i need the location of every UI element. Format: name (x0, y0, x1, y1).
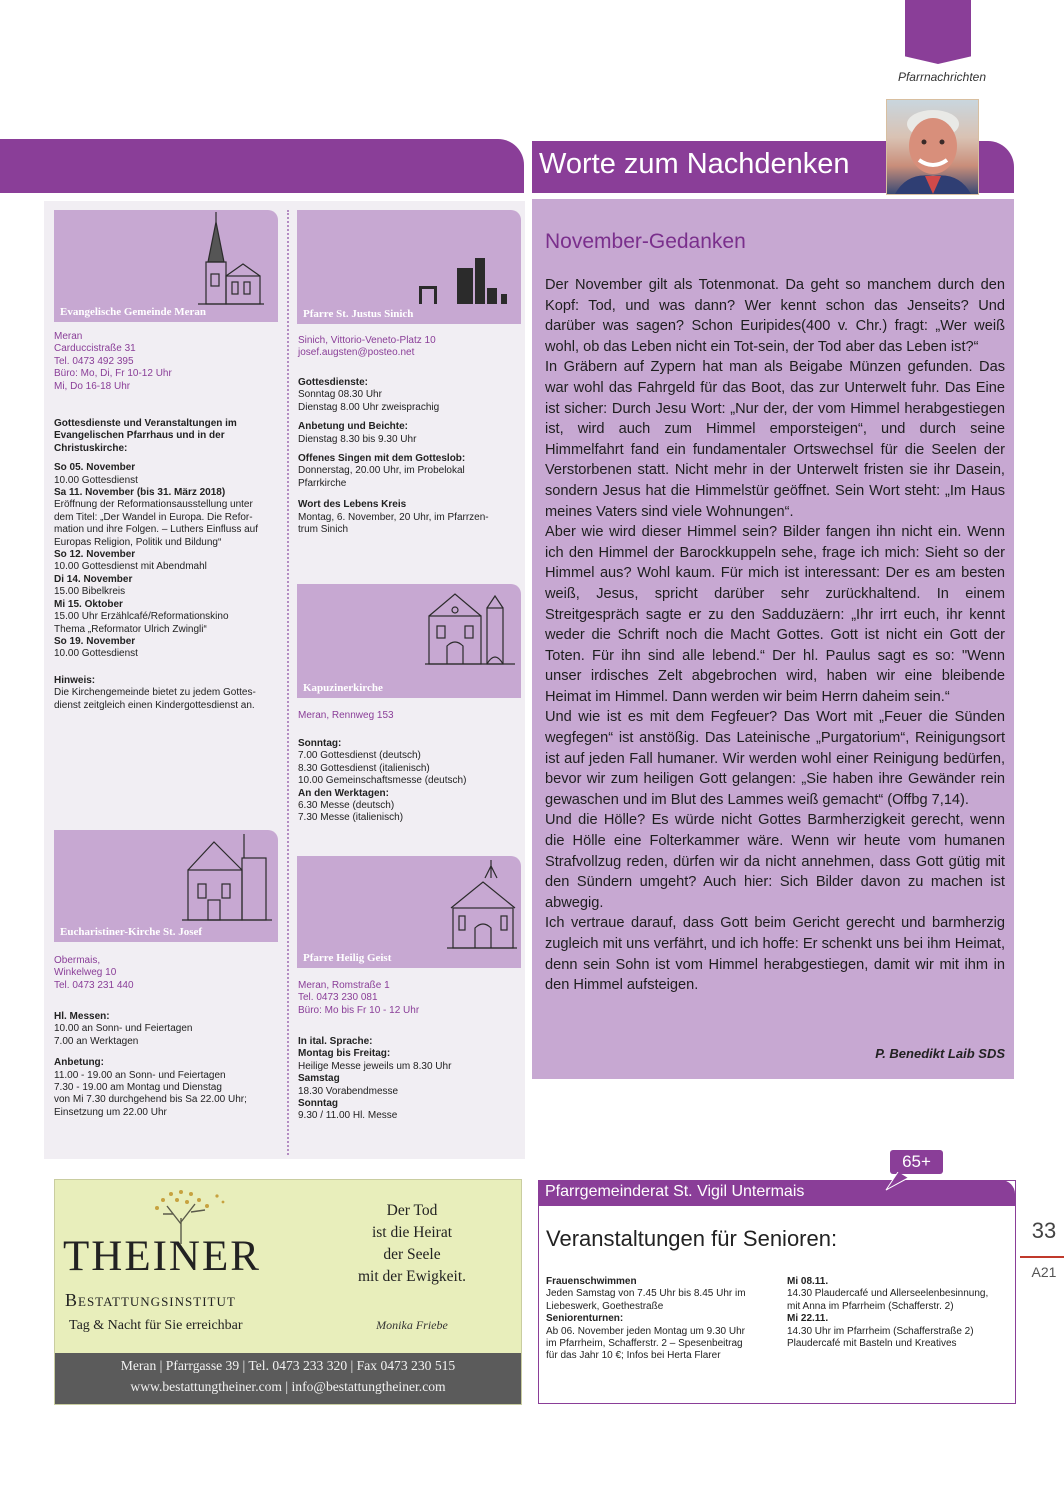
church-drawing-icon (447, 858, 517, 952)
card-title: Pfarre Heilig Geist (303, 952, 392, 964)
card-title: Kapuzinerkirche (303, 682, 383, 694)
ad-contact-line2: www.bestattungtheiner.com | info@bestattungtheiner.com (130, 1379, 446, 1394)
church-drawing-icon (182, 834, 272, 926)
kapuz-times: Sonntag: 7.00 Gottesdienst (deutsch) 8.30 Gottesdienst (italienisch) 10.00 Gemeinschaftsmesse (deutsch) An den Werktagen: 6.30 Messe (deutsch) 7.30 Messe (italienisch) (298, 738, 467, 824)
card-eucharistiner-kirche (54, 830, 278, 942)
geist-contact: Meran, Romstraße 1 Tel. 0473 230 081 Büro: Mo bis Fr 10 - 12 Uhr (298, 980, 420, 1016)
ad-contact-bar (55, 1353, 521, 1404)
card-pfarre-heilig-geist (297, 856, 521, 968)
theiner-ad (54, 1179, 522, 1405)
ad-quote: Der Tod ist die Heirat der Seele mit der Ewigkeit. (357, 1202, 467, 1285)
column-divider (287, 210, 289, 1155)
card-kapuzinerkirche (297, 584, 521, 698)
section-label: Pfarrnachrichten (897, 70, 986, 84)
ad-quote-author: Monika Friebe (376, 1318, 448, 1332)
page-number: 33 (1031, 1218, 1057, 1243)
justus-contact: Sinich, Vittorio-Veneto-Platz 10 josef.augsten@posteo.net (298, 335, 436, 359)
church-drawing-icon (194, 212, 264, 306)
ad-subtitle: Bestattungsinstitut (65, 1290, 236, 1310)
ad-contact-line1: Meran | Pfarrgasse 39 | Tel. 0473 233 320 | Fax 0473 230 515 (120, 1358, 456, 1373)
card-st-justus-sinich (297, 210, 521, 324)
top-tab (905, 0, 971, 64)
article-body: Der November gilt als Totenmonat. Da geht so manchem durch den Kopf: Tod, und was dann? Wer kennt schon das Jenseits? Und darüber was sagen? Schon Euripides(400 v. Chr.) fragt: „Wer weiß wohl, ob das Leben nicht ein Tot-sein, der Tod aber das Leben ist?“ In Gräbern auf Zypern hat man als Beigabe Münzen gefunden. Das war wohl das Fahrgeld für das Boot, das zur Unterwelt fuhr. Das Eine ist sicher: Durch Jesu Wort: „Nur der, der vom Himmel herabgestiegen ist, wird auch zum Himmel emporsteigen“, und durch seine Himmelfahrt fand ein fundamentaler Ortswechsel für die Seelen der Verstorbenen statt. Nicht mehr in der Unterwelt fristen sie ihr Dasein, sondern Jesus hat die Himmelstür geöffnet. Sein Wort steht: „Im Haus meines Vaters sind viele Wohnungen“. Aber wie wird dieser Himmel sein? Bilder fangen ihn nicht ein. Wenn ich den Himmel der Barockkuppeln sehe, frage ich mich: Sieht so der Himmel aus? Wohl kaum. Für mich ist interessant: Der es am besten weiß, Jesus, spricht darüber sehr zurückhaltend. In einem Streitgespräch sagte er zu den Sadduzäern: „Ihr irrt euch, ihr kennt weder die Schrift noch die Macht Gottes. Gott ist nicht ein Gott der Toten. Für ihn sind alle lebend.“ Der hl. Paulus sagt es so: "Wenn unser irdisches Zelt abgebrochen wird, haben wir eine bleibende Heimat im Himmel. Dann werden wir beim Herrn daheim sein.“ Und wie ist es mit dem Fegfeuer? Das Wort mit „Feuer die Sünden wegfegen“ ist anstößig. Das Lateinische „Purgatorium“, Reinigungsort ist auf jeden Fall humaner. Wir werden wohl einer Reinigung bedürfen, bevor wir zum heiligen Gott gelangen: „Sie haben ihre Gewänder rein gewaschen und im Blut des Lammes weiß gemacht“ (Offbg 7,14). Und die Hölle? Es würde nicht Gottes Barmherzigkeit gerecht, wenn die Hölle eine Folterkammer wäre. Wenn wir heute vom humanen Strafvollzug reden, dürfen wir da nicht annehmen, dass Gott gütig mit den Sündern umgeht? Auch hier: Sich Bilder davon zu machen ist abwegig. Ich vertraue darauf, dass Gott beim Gericht gerecht und barmherzig zugleich mit uns verfährt, und ich hoffe: Er schenkt uns bei ihm Heimat, denn sein Sohn ist vom Himmel herabgestiegen, damit wir mit ihm in den Himmel aufsteigen. (545, 277, 1005, 994)
author-photo (886, 99, 979, 195)
evang-events: Gottesdienste und Veranstaltungen im Evangelischen Pfarrhaus und in der Christuskirche: So 05. November 10.00 Gottesdienst Sa 11. November (bis 31. März 2018) Eröffnung der Reformationsausstellung unter dem Titel: „Der Wandel in Europa. Die Refor- mation und ihre Folgen. – Luthers Einfluss auf Europas Religion, Politik und Bildung“ So 12. November 10.00 Gottesdienst mit Abendmahl Di 14. November 15.00 Bibelkreis Mi 15. Oktober 15.00 Uhr Erzählcafé/Reformationskino Thema „Reformator Ulrich Zwingli“ So 19. November 10.00 Gottesdienst Hinweis: Die Kirchengemeinde bietet zu jedem Gottes- dienst zeitgleich einen Kindergottesdienst an. (54, 418, 259, 711)
card-title: Eucharistiner-Kirche St. Josef (60, 926, 203, 938)
ad-tagline: Tag & Nacht für Sie erreichbar (69, 1318, 243, 1333)
evang-contact: Meran Carduccistraße 31 Tel. 0473 492 395 Büro: Mo, Di, Fr 10-12 Uhr Mi, Do 16-18 Uhr (54, 331, 172, 392)
badge-pointer-icon (884, 1172, 914, 1192)
geist-times: In ital. Sprache: Montag bis Freitag: Heilige Messe jeweils um 8.30 Uhr Samstag 18.30 Vorabendmesse Sonntag 9.30 / 11.00 Hl. Messe (298, 1036, 452, 1122)
seniors-header: Pfarrgemeinderat St. Vigil Untermais (545, 1183, 805, 1200)
page-code: A21 (1031, 1264, 1057, 1280)
card-evangelische-gemeinde (54, 210, 278, 322)
euch-contact: Obermais, Winkelweg 10 Tel. 0473 231 440 (54, 955, 134, 991)
age-badge-label: 65+ (902, 1152, 931, 1171)
left-header-bar (0, 139, 524, 193)
church-drawing-icon (425, 590, 515, 666)
portrait-illustration (887, 100, 978, 194)
card-title: Evangelische Gemeinde Meran (60, 306, 207, 318)
seniors-title: Veranstaltungen für Senioren: (546, 1226, 838, 1251)
seniors-left-column: Frauenschwimmen Jeden Samstag von 7.45 Uhr bis 8.45 Uhr im Liebeswerk, Goethestraße Seniorenturnen: Ab 06. November jeden Montag um 9.30 Uhr im Pfarrheim, Schafferstr. 2 – Spesenbeitrag für das Jahr 10 €; Infos bei Herta Flarer (546, 1276, 746, 1362)
kapuz-contact: Meran, Rennweg 153 (298, 710, 394, 721)
euch-times: Hl. Messen: 10.00 an Sonn- und Feiertagen 7.00 an Werktagen Anbetung: 11.00 - 19.00 an Sonn- und Feiertagen 7.30 - 19.00 am Montag und Dienstag von Mi 7.30 durchgehend bis Sa 22.00 Uhr; Einsetzung um 22.00 Uhr (54, 1011, 247, 1118)
church-drawing-icon (415, 258, 519, 306)
justus-times: Gottesdienste: Sonntag 08.30 Uhr Dienstag 8.00 Uhr zweisprachig Anbetung und Beichte: Dienstag 8.30 bis 9.30 Uhr Offenes Singen mit dem Gotteslob: Donnerstag, 20.00 Uhr, im Probelokal Pfarrkirche Wort des Lebens Kreis Montag, 6. November, 20 Uhr, im Pfarrzen- trum Sinich (298, 377, 489, 536)
card-title: Pfarre St. Justus Sinich (303, 308, 414, 320)
feature-heading: Worte zum Nachdenken (539, 148, 850, 180)
article-author: P. Benedikt Laib SDS (875, 1046, 1005, 1061)
ad-brand: THEINER (63, 1233, 261, 1280)
seniors-right-column: Mi 08.11. 14.30 Plaudercafé und Allerseelenbesinnung, mit Anna im Pfarrheim (Schafferstr. 2) Mi 22.11. 14.30 Uhr im Pfarrheim (Schafferstraße 2) Plaudercafé mit Basteln und Kreatives (787, 1276, 989, 1350)
article-title: November-Gedanken (545, 230, 746, 253)
page-number-rule (1020, 1256, 1064, 1258)
